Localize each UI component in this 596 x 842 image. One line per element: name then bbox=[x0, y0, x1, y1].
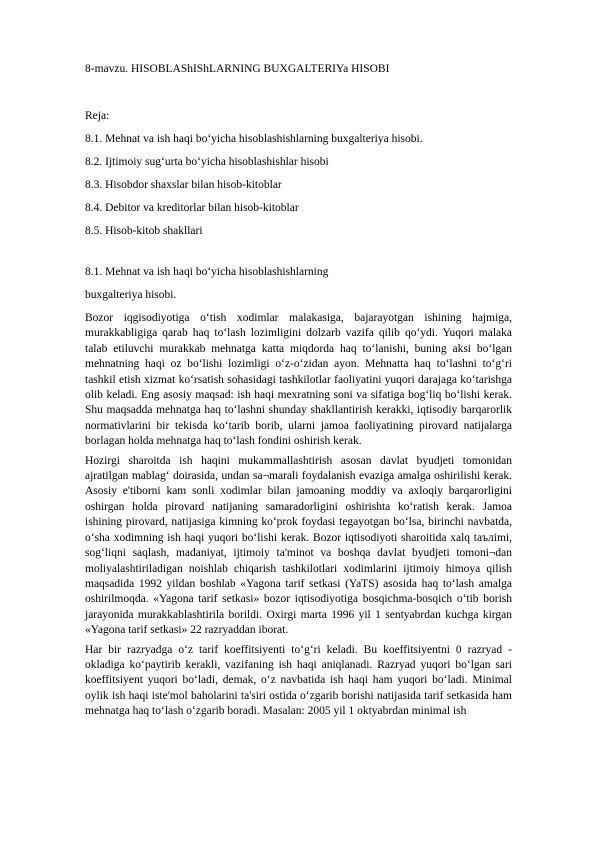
plan-list bbox=[85, 132, 512, 238]
plan-item: 8.3. Hisobdor shaxslar bilan hisob-kitoblar bbox=[85, 179, 282, 191]
body-text bbox=[85, 311, 512, 720]
section-heading-line1: 8.1. Mehnat va ish haqi bo‘yicha hisoblashishlarning bbox=[85, 266, 329, 278]
plan-item: 8.5. Hisob-kitob shakllari bbox=[85, 225, 203, 237]
plan-item: 8.1. Mehnat va ish haqi bo‘yicha hisoblashishlarning buxgalteriya hisobi. bbox=[85, 133, 423, 145]
plan-label: Reja: bbox=[85, 110, 110, 122]
section-heading bbox=[85, 265, 512, 302]
document-title: 8-mavzu. HISOBLAShIShLARNING BUXGALTERIYa HISOBI bbox=[85, 63, 390, 75]
section-heading-line2: buxgalteriya hisobi. bbox=[85, 289, 177, 301]
document-page bbox=[85, 62, 512, 724]
plan-item: 8.2. Ijtimoiy sug‘urta bo‘yicha hisoblashishlar hisobi bbox=[85, 156, 329, 168]
paragraph: Hozirgi sharoitda ish haqini mukammallashtirish asosan davlat byudjeti tomonidan ajratilgan mablag‘ doirasida, undan sa¬marali foydalanish evaziga amalga oshirilishi kerak. Asosiy e'tiborni kam sonli xodimlar bilan jamoaning moddiy va axloqiy barqarorligini oshirgan holda pirovard natijaning samaradorligini oshirishta ko‘ratish kerak. Jamoa ishining pirovard, natijasiga kimning ko‘prok foydasi tegayotgan bo‘lsa, birinchi navbatda, o‘sha xodimning ish haqi yuqori bo‘lishi kerak. Bozor iqtisodiyoti sharoitida xalq taълimi, sog‘liqni saqlash, madaniyat, ijtimoiy ta'minot va boshqa davlat byudjeti tomoni¬dan moliyalashtiriladigan noishlab chiqarish tashkilotlari xodimlarini ijtimoiy himoya qilish maqsadida 1992 yildan boshlab «Yagona tarif setkasi (YaTS) asosida haq to‘lash amalga oshirilmoqda. «Yagona tarif setkasi» bozor iqtisodiyotiga bosqichma-bosqich o‘tib borish jarayonida murakkablashtirila borildi. Oxirgi marta 1996 yil 1 sentyabrdan kuchga kirgan «Yagona tarif setkasi» 22 razryaddan iborat. bbox=[85, 454, 512, 637]
paragraph: Bozor iqgisodiyotiga o‘tish xodimlar malakasiga, bajarayotgan ishining hajmiga, murakkabligiga qarab haq to‘lash lozimligini dolzarb vazifa qilib qo‘ydi. Yuqori malaka talab etiluvchi murakkab mehnatga katta miqdorda haq to‘lanishi, buning aksi bo‘lgan mehnatning haqi oz bo‘lishi lozimligi o‘z-o‘zidan ayon. Mehnatta haq to‘lashni to‘g‘ri tashkil etish xizmat ko‘rsatish sohasidagi tashkilotlar faoliyatini yuqori darajaga ko‘tarishga olib keladi. Eng asosiy maqsad: ish haqi mexratning soni va sifatiga bog‘liq bo‘lishi kerak. Shu maqsadda mehnatga haq to‘lashni shunday shakllantirish kerakki, iqtisodiy barqarorlik normativlarini bir tekisda ko‘tarib borib, ularni jamoa faoliyatining pirovard natijalarga borlagan holda mehnatga haq to‘lash fondini oshirish kerak. bbox=[85, 312, 512, 448]
paragraph: Har bir razryadga o‘z tarif koeffitsiyenti to‘g‘ri keladi. Bu koeffitsiyentni 0 razryad - okladiga ko‘paytirib kerakli, vazifaning ish haqi aniqlanadi. Razryad yuqori bo‘lgan sari koeffitsiyent yuqori bo‘ladi, demak, o‘z navbatida ish haqi ham yuqori bo‘ladi. Minimal oylik ish haqi iste'mol baholarini ta'siri ostida o‘zgarib borishi natijasida tarif setkasida ham mehnatga haq to‘lash o‘zgarib boradi. Masalan: 2005 yil 1 oktyabrdan minimal ish bbox=[85, 643, 512, 718]
plan-item: 8.4. Debitor va kreditorlar bilan hisob-kitoblar bbox=[85, 202, 299, 214]
